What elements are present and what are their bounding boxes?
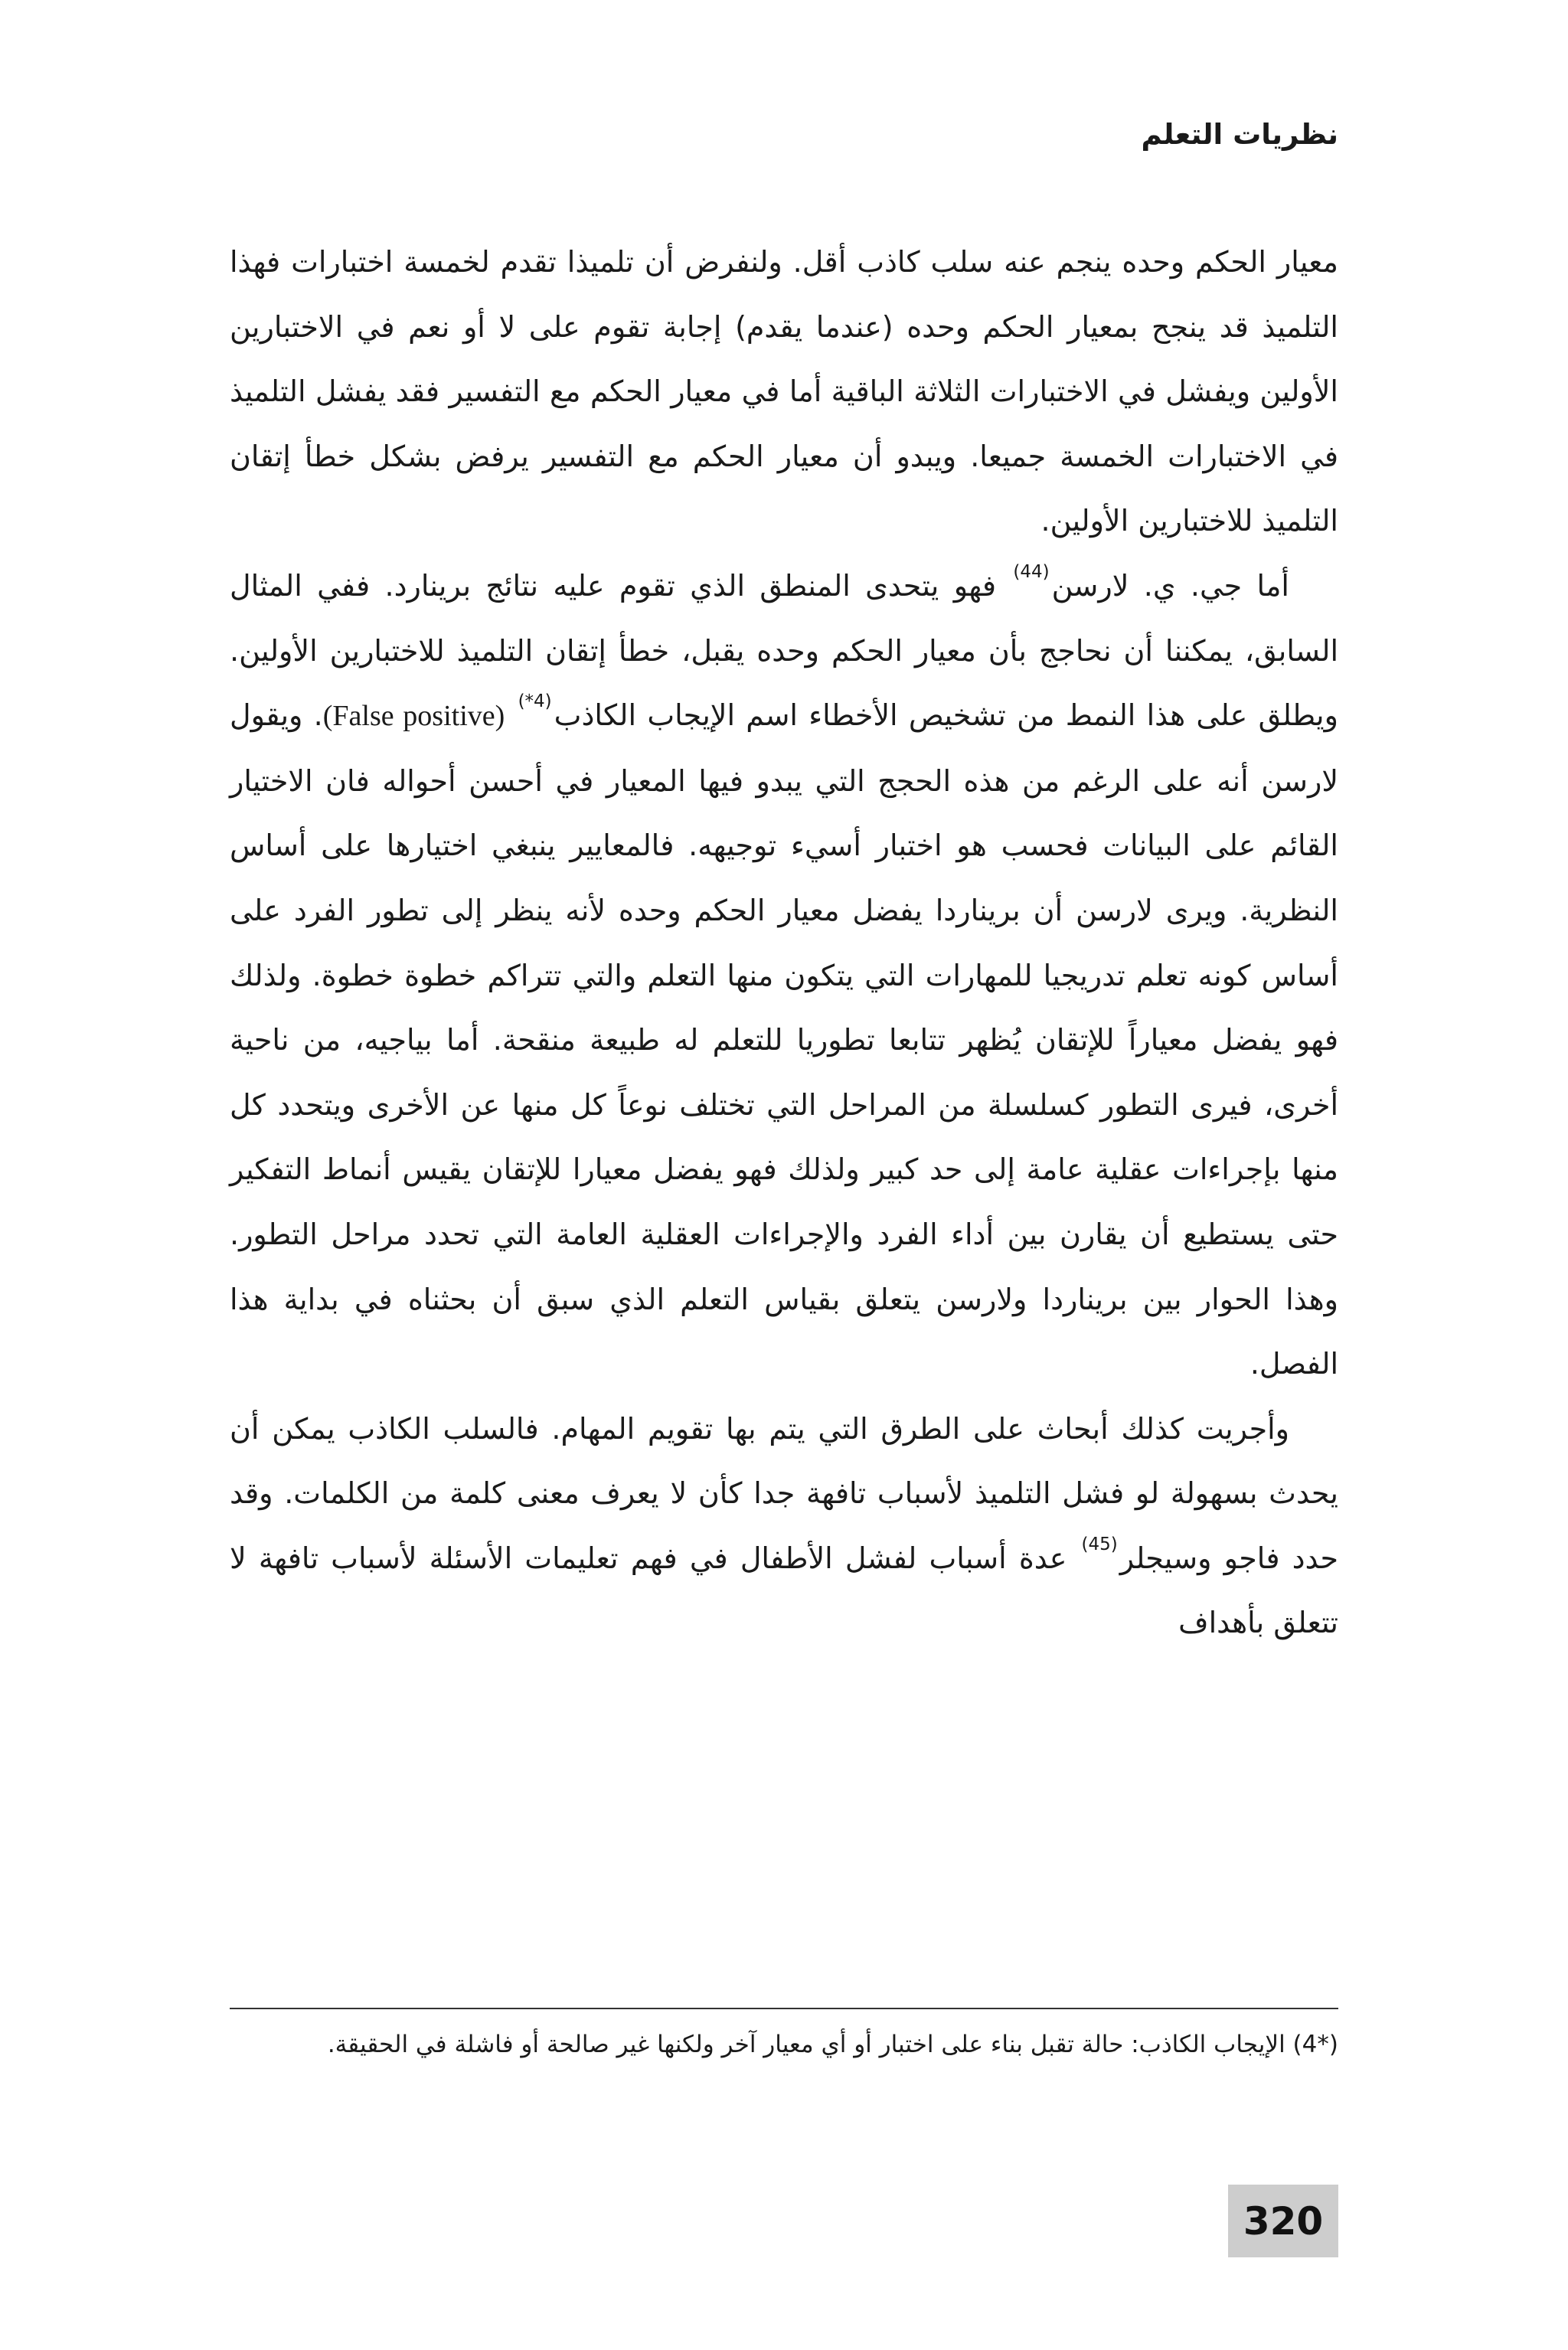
paragraph-text: فهو يتحدى المنطق الذي تقوم عليه نتائج برينارد. ففي المثال السابق، يمكننا أن نحاجج بأن معيار الحكم وحده يقبل، خطأ إتقان التلميذ للاختبارين الأولين. ويطلق على هذا النمط من تشخيص الأخطاء اسم الإيجاب الكاذب: [230, 568, 1338, 733]
paragraph: [230, 554, 1338, 1397]
paragraph-text: عدة أسباب لفشل الأطفال في فهم تعليمات الأسئلة لأسباب تافهة لا تتعلق بأهداف: [230, 1541, 1338, 1640]
reference-marker: (45): [1081, 1534, 1118, 1554]
paragraph: [230, 230, 1338, 554]
paragraph-text: وأجريت كذلك أبحاث على الطرق التي يتم بها تقويم المهام. فالسلب الكاذب يمكن أن يحدث بسهولة لو فشل التلميذ لأسباب تافهة جدا كأن لا يعرف معنى كلمة من الكلمات. وقد حدد فاجو وسيجلر: [230, 1411, 1338, 1575]
page-number: 320: [1243, 2198, 1324, 2244]
footnote-divider: [230, 2008, 1338, 2009]
paragraph-text: [505, 698, 515, 732]
latin-term: (False positive): [322, 700, 505, 733]
body-text: [230, 230, 1338, 1655]
paragraph-text: . ويقول لارسن أنه على الرغم من هذه الحجج التي يبدو فيها المعيار في أحسن أحواله فان الاختيار القائم على البيانات فحسب هو اختبار أسيء توجيهه. فالمعايير ينبغي اختيارها على أساس النظرية. ويرى لارسن أن بريناردا يفضل معيار الحكم وحده لأنه ينظر إلى تطور الفرد على أساس كونه تعلم تدريجيا للمهارات التي يتكون منها التعلم والتي تتراكم خطوة خطوة. ولذلك فهو يفضل معياراً للإتقان يُظهر تتابعا تطوريا للتعلم له طبيعة منقحة. أما بياجيه، من ناحية أخرى، فيرى التطور كسلسلة من المراحل التي تختلف نوعاً كل منها عن الأخرى ويتحدد كل منها بإجراءات عقلية عامة إلى حد كبير ولذلك فهو يفضل معيارا للإتقان يقيس أنماط التفكير حتى يستطيع أن يقارن بين أداء الفرد والإجراءات العقلية العامة التي تحدد مراحل التطور. وهذا الحوار بين بريناردا ولارسن يتعلق بقياس التعلم الذي سبق أن بحثناه في بداية هذا الفصل.: [230, 698, 1338, 1381]
reference-marker: (44): [1013, 561, 1050, 582]
paragraph: [230, 1397, 1338, 1655]
page-number-box: [1228, 2185, 1338, 2257]
running-header: نظريات التعلم: [1141, 118, 1338, 151]
paragraph-text: أما جي. ي. لارسن: [1051, 568, 1289, 603]
footnote: (*4) الإيجاب الكاذب: حالة تقبل بناء على اختبار أو أي معيار آخر ولكنها غير صالحة أو فاشلة في الحقيقة.: [327, 2031, 1338, 2058]
paragraph-text: معيار الحكم وحده ينجم عنه سلب كاذب أقل. ولنفرض أن تلميذا تقدم لخمسة اختبارات فهذا التلميذ قد ينجح بمعيار الحكم وحده (عندما يقدم) إجابة تقوم على لا أو نعم في الاختبارين الأولين ويفشل في الاختبارات الثلاثة الباقية أما في معيار الحكم مع التفسير فقد يفشل التلميذ في الاختبارات الخمسة جميعا. ويبدو أن معيار الحكم مع التفسير يرفض بشكل خطأ إتقان التلميذ للاختبارين الأولين.: [230, 245, 1338, 538]
reference-marker: (*4): [518, 691, 552, 712]
